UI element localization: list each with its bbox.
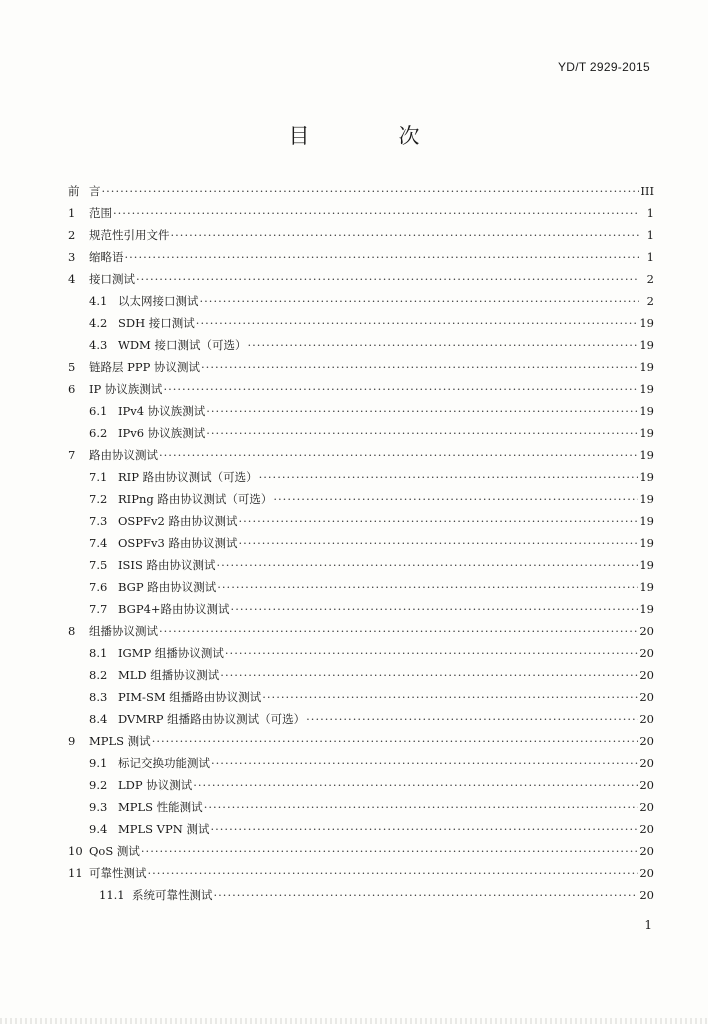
toc-entry[interactable] [68,334,654,356]
toc-entry-page: 19 [639,514,654,528]
toc-entry-label: 标记交换功能测试 [118,756,210,770]
toc-entry[interactable] [68,686,654,708]
toc-entry[interactable] [68,598,654,620]
scan-edge [0,1018,708,1024]
toc-entry-number: 7.7 [89,602,108,616]
toc-entry[interactable] [68,224,654,246]
toc-entry-page: 19 [639,404,654,418]
toc-dot-leader [206,422,638,444]
toc-entry-label: 系统可靠性测试 [132,888,213,902]
toc-entry-number: 7.4 [89,536,108,550]
toc-entry-page: 19 [639,316,654,330]
toc-entry-page: 20 [639,844,654,858]
toc-dot-leader [204,796,639,818]
toc-dot-leader [247,334,638,356]
toc-entry-number: 11 [68,866,83,880]
toc-entry-label: 路由协议测试 [89,448,158,462]
toc-entry-label: 缩略语 [89,250,124,264]
toc-entry-page: 20 [639,800,654,814]
toc-dot-leader [225,642,638,664]
toc-entry[interactable] [68,378,654,400]
toc-entry[interactable] [68,180,654,202]
toc-dot-leader [125,246,640,268]
toc-entry-label: 以太网接口测试 [118,294,199,308]
toc-entry-label: BGP 路由协议测试 [118,580,217,594]
toc-entry-page: 19 [639,602,654,616]
toc-entry[interactable] [68,708,654,730]
toc-entry-number: 9.2 [89,778,108,792]
toc-entry-page: 20 [639,778,654,792]
toc-entry-label: OSPFv2 路由协议测试 [118,514,238,528]
document-code: YD/T 2929-2015 [557,60,650,74]
toc-entry-page: 20 [639,668,654,682]
toc-entry-number: 前 [68,184,80,198]
toc-dot-leader [214,884,639,906]
toc-entry-number: 4.1 [89,294,108,308]
toc-entry[interactable] [68,444,654,466]
toc-entry-page: 2 [646,272,654,286]
toc-entry[interactable] [68,796,654,818]
toc-dot-leader [200,290,640,312]
toc-entry[interactable] [68,884,654,906]
toc-dot-leader [217,576,638,598]
toc-entry-number: 4.2 [89,316,108,330]
toc-entry-page: 19 [639,448,654,462]
toc-entry-page: 20 [639,888,654,902]
toc-entry-label: WDM 接口测试（可选） [118,338,247,352]
toc-dot-leader [206,400,638,422]
toc-entry[interactable] [68,774,654,796]
toc-entry[interactable] [68,576,654,598]
toc-entry-number: 7.1 [89,470,108,484]
toc-entry-page: 20 [639,822,654,836]
toc-entry[interactable] [68,246,654,268]
toc-entry[interactable] [68,730,654,752]
toc-entry-page: 19 [639,536,654,550]
toc-entry[interactable] [68,532,654,554]
toc-dot-leader [159,620,638,642]
toc-entry-page: 20 [639,756,654,770]
toc-entry-page: 20 [639,690,654,704]
toc-entry[interactable] [68,356,654,378]
toc-entry-number: 9.4 [89,822,108,836]
toc-entry-page: 1 [646,250,654,264]
toc-entry-label: QoS 测试 [89,844,140,858]
toc-entry[interactable] [68,422,654,444]
toc-entry-label: 范围 [89,206,112,220]
toc-entry-number: 8.4 [89,712,108,726]
toc-dot-leader [136,268,639,290]
toc-entry-number: 7.6 [89,580,108,594]
toc-entry-number: 6.1 [89,404,108,418]
toc-dot-leader [159,444,638,466]
toc-entry-label: 接口测试 [89,272,135,286]
toc-entry-page: 1 [646,206,654,220]
toc-entry-label: ISIS 路由协议测试 [118,558,216,572]
toc-entry-page: 19 [639,426,654,440]
toc-dot-leader [196,312,639,334]
toc-entry-number: 3 [68,250,76,264]
toc-entry-number: 6.2 [89,426,108,440]
toc-dot-leader [193,774,638,796]
toc-title: 目 次 [288,124,454,148]
toc-entry-label: PIM-SM 组播路由协议测试 [118,690,262,704]
toc-entry-number: 11.1 [99,888,125,902]
toc-entry-label: 链路层 PPP 协议测试 [89,360,201,374]
toc-entry-page: 20 [639,712,654,726]
toc-entry-page: 19 [639,360,654,374]
toc-entry[interactable] [68,290,654,312]
toc-entry-label: RIP 路由协议测试（可选） [118,470,258,484]
toc-entry-page: 19 [639,558,654,572]
toc-entry-number: 7.2 [89,492,108,506]
toc-entry[interactable] [68,664,654,686]
toc-entry-number: 4 [68,272,76,286]
toc-dot-leader [102,180,640,202]
toc-entry[interactable] [68,818,654,840]
toc-dot-leader [239,510,639,532]
toc-entry-page: 20 [639,646,654,660]
toc-entry[interactable] [68,488,654,510]
toc-entry[interactable] [68,840,654,862]
toc-entry[interactable] [68,642,654,664]
toc-entry-page: 1 [646,228,654,242]
toc-entry-number: 8.3 [89,690,108,704]
toc-entry-number: 7.5 [89,558,108,572]
toc-entry-number: 8.1 [89,646,108,660]
toc-entry[interactable] [68,862,654,884]
toc-entry[interactable] [68,466,654,488]
toc-entry-number: 7 [68,448,76,462]
toc-dot-leader [259,466,639,488]
toc-dot-leader [273,488,638,510]
toc-entry-label: IPv6 协议族测试 [118,426,206,440]
toc-entry-label: 言 [89,184,101,198]
toc-entry-page: III [640,184,654,198]
toc-dot-leader [211,752,638,774]
page-number: 1 [644,918,652,932]
toc-dot-leader [141,840,638,862]
toc-entry[interactable] [68,312,654,334]
toc-entry-label: 可靠性测试 [89,866,147,880]
toc-entry-label: IPv4 协议族测试 [118,404,206,418]
toc-entry-number: 2 [68,228,76,242]
toc-entry-page: 20 [639,624,654,638]
toc-entry-page: 19 [639,338,654,352]
toc-entry-number: 1 [68,206,76,220]
toc-entry-page: 20 [639,734,654,748]
toc-entry[interactable] [68,554,654,576]
toc-dot-leader [148,862,639,884]
toc-entry-page: 19 [639,492,654,506]
toc-entry-page: 2 [646,294,654,308]
toc-dot-leader [201,356,638,378]
toc-entry-label: 组播协议测试 [89,624,158,638]
toc-list [68,180,654,906]
toc-dot-leader [163,378,638,400]
toc-entry[interactable] [68,510,654,532]
toc-entry[interactable] [68,620,654,642]
toc-entry-number: 4.3 [89,338,108,352]
toc-entry-number: 8 [68,624,76,638]
toc-entry-number: 8.2 [89,668,108,682]
toc-dot-leader [217,554,639,576]
toc-entry-number: 9 [68,734,76,748]
toc-dot-leader [220,664,638,686]
toc-entry-page: 19 [639,470,654,484]
toc-entry-label: MPLS 性能测试 [118,800,203,814]
toc-dot-leader [152,730,639,752]
toc-entry[interactable] [68,268,654,290]
toc-entry-label: LDP 协议测试 [118,778,193,792]
toc-entry-number: 9.3 [89,800,108,814]
toc-entry[interactable] [68,400,654,422]
toc-entry[interactable] [68,752,654,774]
toc-entry-page: 19 [639,580,654,594]
toc-entry-label: 规范性引用文件 [89,228,170,242]
toc-entry-label: MLD 组播协议测试 [118,668,220,682]
toc-entry-label: RIPng 路由协议测试（可选） [118,492,273,506]
toc-entry-number: 6 [68,382,76,396]
toc-entry-label: BGP4+路由协议测试 [118,602,230,616]
toc-entry-label: MPLS VPN 测试 [118,822,210,836]
toc-dot-leader [306,708,638,730]
toc-dot-leader [210,818,638,840]
toc-entry-page: 20 [639,866,654,880]
toc-entry-label: SDH 接口测试 [118,316,195,330]
toc-dot-leader [231,598,639,620]
toc-entry-page: 19 [639,382,654,396]
toc-entry-label: IGMP 组播协议测试 [118,646,224,660]
toc-entry-label: MPLS 测试 [89,734,151,748]
toc-dot-leader [239,532,639,554]
toc-entry-number: 10 [68,844,83,858]
toc-entry-label: DVMRP 组播路由协议测试（可选） [118,712,306,726]
toc-entry-label: OSPFv3 路由协议测试 [118,536,238,550]
toc-entry-number: 5 [68,360,76,374]
toc-entry-number: 9.1 [89,756,108,770]
toc-dot-leader [262,686,638,708]
toc-entry-number: 7.3 [89,514,108,528]
toc-dot-leader [171,224,640,246]
toc-entry[interactable] [68,202,654,224]
toc-entry-label: IP 协议族测试 [89,382,163,396]
toc-dot-leader [113,202,639,224]
